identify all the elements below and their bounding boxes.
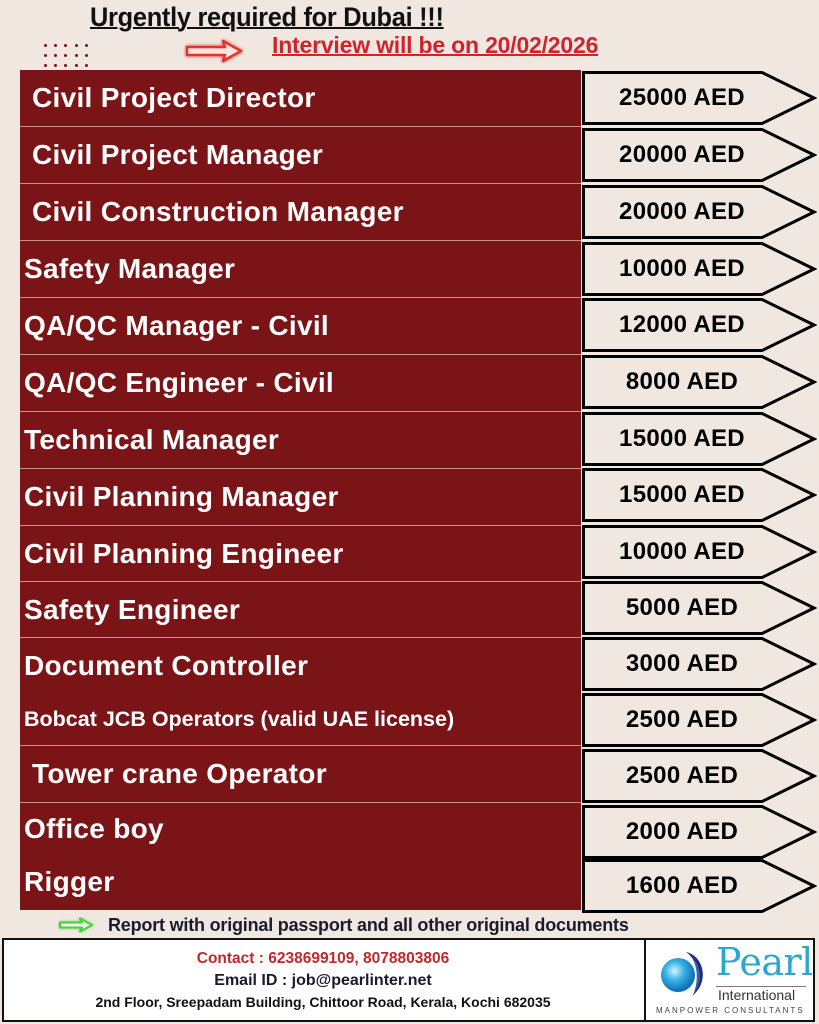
salary-amount: 2500 AED (625, 762, 739, 789)
salary-tag (582, 355, 817, 409)
headline: Urgently required for Dubai !!! (90, 2, 444, 32)
salary-tag (582, 859, 817, 913)
job-title: Bobcat JCB Operators (valid UAE license) (24, 706, 455, 731)
salary-amount: 2000 AED (625, 818, 739, 845)
job-title: Safety Engineer (20, 581, 581, 637)
logo-international: International (718, 987, 796, 1003)
salary-tag (582, 525, 817, 579)
salary-amount: 10000 AED (619, 255, 745, 282)
pearl-orb-icon (656, 948, 708, 1000)
salary-amount: 20000 AED (619, 141, 745, 168)
red-arrow-icon (183, 38, 245, 64)
salary-amount: 2500 AED (625, 706, 739, 733)
salary-amount: 1600 AED (625, 872, 739, 899)
job-list (20, 70, 581, 910)
salary-tag (582, 749, 817, 803)
company-logo (644, 940, 813, 1020)
salary-tag (582, 128, 817, 182)
logo-name: Pearl (716, 940, 813, 984)
logo-tagline: MANPOWER CONSULTANTS (656, 1006, 805, 1015)
salary-tag (582, 637, 817, 691)
salary-amount: 20000 AED (619, 198, 745, 225)
job-title: Rigger (24, 866, 115, 897)
salary-tag (582, 468, 817, 522)
report-note (58, 913, 798, 937)
green-arrow-icon (58, 917, 94, 933)
job-title: Civil Project Manager (20, 126, 581, 183)
salary-tag (582, 242, 817, 296)
job-title: Office boy (20, 802, 581, 854)
contact-email: Email ID : job@pearlinter.net (214, 972, 432, 989)
contact-details (4, 940, 642, 1020)
salary-tag (582, 805, 817, 859)
job-title: Document Controller (20, 637, 581, 693)
job-title: QA/QC Manager - Civil (20, 297, 581, 354)
salary-amount: 15000 AED (619, 481, 745, 508)
job-title: Technical Manager (20, 411, 581, 468)
job-title: Civil Planning Engineer (20, 525, 581, 581)
interview-notice: Interview will be on 20/02/2026 (272, 32, 599, 58)
salary-tag (582, 298, 817, 352)
salary-tag (582, 412, 817, 466)
salary-tag (582, 693, 817, 747)
salary-amount: 12000 AED (619, 311, 745, 338)
contact-address: 2nd Floor, Sreepadam Building, Chittoor Road, Kerala, Kochi 682035 (95, 994, 551, 1010)
salary-tag (582, 185, 817, 239)
job-title: Safety Manager (20, 240, 581, 297)
salary-amount: 25000 AED (619, 84, 745, 111)
contact-footer (2, 938, 815, 1022)
salary-tag (582, 581, 817, 635)
contact-phone: Contact : 6238699109, 8078803806 (196, 950, 450, 967)
salary-amount: 5000 AED (625, 594, 739, 621)
job-title: Civil Construction Manager (20, 183, 581, 240)
job-title: QA/QC Engineer - Civil (20, 354, 581, 411)
salary-amount: 15000 AED (619, 425, 745, 452)
job-title: Tower crane Operator (20, 745, 581, 802)
salary-amount: 3000 AED (625, 650, 739, 677)
salary-amount: 8000 AED (625, 368, 739, 395)
salary-tag (582, 71, 817, 125)
job-title: Civil Project Director (32, 82, 316, 113)
dot-grid-decoration (40, 40, 92, 70)
salary-amount: 10000 AED (619, 538, 745, 565)
report-note-text: Report with original passport and all other original documents (108, 914, 629, 935)
job-title: Civil Planning Manager (20, 468, 581, 525)
